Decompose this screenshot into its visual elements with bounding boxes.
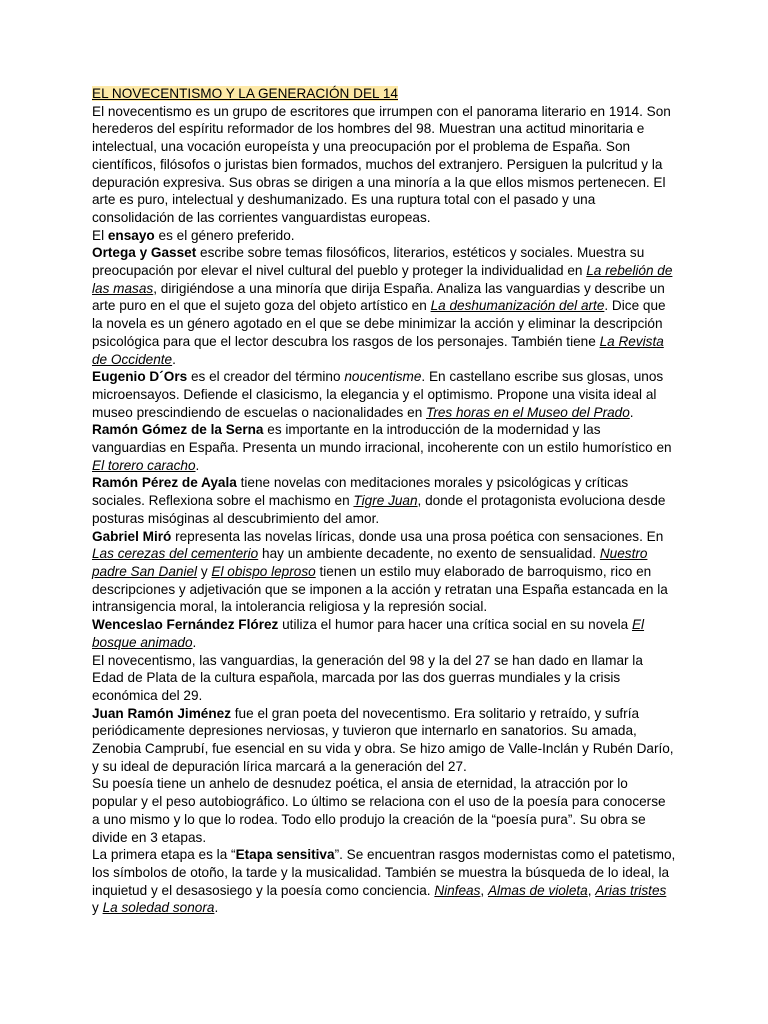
text: ”. Se encuentran rasgos modernistas como el patetismo, los símbolos de otoño, la tarde y la musicalidad. También se muestra la búsqueda de lo ideal, la inquietud y el desasosiego y la poesía como conciencia. [92,847,676,898]
document-title: EL NOVECENTISMO Y LA GENERACIÓN DEL 14 [92,86,398,101]
work-title: El bosque animado [92,617,645,650]
work-title: La Revista de Occidente [92,333,664,367]
text: . Dice que la novela es un género agotado en el que se debe minimizar la acción y eliminar la descripción psicológica para que el lector descubra los rasgos de los personajes. También tiene [92,298,666,349]
gomez-paragraph [92,421,676,474]
work-title: Ninfeas [434,882,481,898]
work-title: La soledad sonora [102,900,215,916]
intro-paragraph: El novecentismo es un grupo de escritores que irrumpen con el panorama literario en 1914. Son herederos del espíritu reformador de los hombres del 98. Muestran una actitud minoritaria e intelectual, una vocación europeísta y una preocupación por el problema de España. Son científicos, filósofos o juristas bien formados, muchos del extranjero. Persiguen la pulcritud y la depuración expresiva. Sus obras se dirigen a una minoría a la que ellos mismos pertenecen. El arte es puro, intelectual y deshumanizado. Es una ruptura total con el pasado y una consolidación de las corrientes vanguardistas europeas. [92,103,671,225]
text: tienen un estilo muy elaborado de barroquismo, rico en descripciones y adjetivación que se imponen a la acción y retratan una España estancada en la intransigencia moral, la intolerancia religiosa y la represión social. [92,563,668,615]
work-title: Las cerezas del cementerio [92,546,259,562]
author-name: Wenceslao Fernández Flórez [92,617,279,633]
work-title: Tigre Juan [353,493,418,509]
text: . [629,404,634,420]
work-title: La rebelión de las masas [92,263,673,296]
bold-term: Etapa sensitiva [235,847,335,863]
text: El [92,227,108,243]
author-name: Ramón Gómez de la Serna [92,422,264,438]
fernandez-paragraph [92,616,676,651]
text: utiliza el humor para hacer una crítica social en su novela [278,617,632,633]
work-title: Tres horas en el Museo del Prado [426,404,630,420]
text: tiene novelas con meditaciones morales y psicológicas y críticas sociales. Reflexiona sobre el machismo en [92,475,629,509]
author-name: Juan Ramón Jiménez [92,705,231,721]
text: y [197,563,212,579]
edad-plata-paragraph: El novecentismo, las vanguardias, la generación del 98 y la del 27 se han dado en llamar la Edad de Plata de la cultura española, marcada por las dos guerras mundiales y la crisis económica del 29. [92,652,643,703]
author-name: Gabriel Miró [92,528,172,544]
author-name: Ramón Pérez de Ayala [92,475,237,491]
text: La primera etapa es la “ [92,847,236,863]
ensayo-paragraph [92,227,676,245]
text: fue el gran poeta del novecentismo. Era solitario y retraído, y sufría periódicamente depresiones nerviosas, y tuvieron que internarlo en sanatorios. Su amada, Zenobia Camprubí, fue esencial en su vida y obra. Se hizo amigo de Valle-Inclán y Rubén Darío, y su ideal de depuración lírica marcará a la generación del 27. [92,705,674,774]
text: , [480,882,488,898]
text: , dirigiéndose a una minoría que dirija España. Analiza las vanguardias y describe un arte puro en el que el sujeto goza del objeto artístico en [92,280,665,314]
text: representa las novelas líricas, donde usa una prosa poética con sensaciones. En [171,528,664,544]
text: es el creador del término [187,369,345,385]
poesia-paragraph: Su poesía tiene un anhelo de desnudez poética, el ansia de eternidad, la atracción por lo popular y el peso autobiográfico. Lo último se relaciona con el uso de la poesía para conocerse a uno mismo y lo que lo rodea. Todo ello produjo la creación de la “poesía pura”. Su obra se divide en 3 etapas. [92,776,666,845]
work-title: La deshumanización del arte [430,298,605,314]
italic-term: noucentisme [344,369,422,385]
title-line [92,85,676,103]
text: . [195,457,200,473]
text: . [214,900,219,916]
jimenez-paragraph [92,705,676,776]
text: , [587,882,596,898]
text: es importante en la introducción de la modernidad y las vanguardias en España. Presenta un mundo irracional, incoherente con un estilo humorístico en [92,422,672,456]
perez-paragraph [92,474,676,527]
text: escribe sobre temas filosóficos, literarios, estéticos y sociales. Muestra su preocupación por elevar el nivel cultural del pueblo y proteger la individualidad en [92,245,645,279]
text: . [172,351,176,367]
text: . En castellano escribe sus glosas, unos microensayos. Defiende el clasicismo, la elegancia y el optimismo. Propone una visita ideal al museo prescindiendo de escuelas o nacionalidades en [92,369,664,420]
ortega-paragraph [92,244,676,368]
miro-paragraph [92,528,676,617]
author-name: Ortega y Gasset [92,245,197,261]
work-title: Nuestro padre San Daniel [92,546,648,579]
bold-term: ensayo [107,227,155,243]
text: hay un ambiente decadente, no exento de sensualidad. [258,546,600,562]
text: . [192,634,197,650]
text: , donde el protagonista evoluciona desde posturas misóginas al descubrimiento del amor. [92,493,666,526]
work-title: El torero caracho [92,457,196,473]
dors-paragraph [92,368,676,421]
author-name: Eugenio D´Ors [92,369,188,385]
work-title: Arias tristes [595,882,667,898]
etapa-paragraph [92,846,676,917]
work-title: Almas de violeta [487,882,588,898]
work-title: El obispo leproso [211,563,316,579]
text: y [92,900,103,916]
text: es el género preferido. [154,227,295,243]
